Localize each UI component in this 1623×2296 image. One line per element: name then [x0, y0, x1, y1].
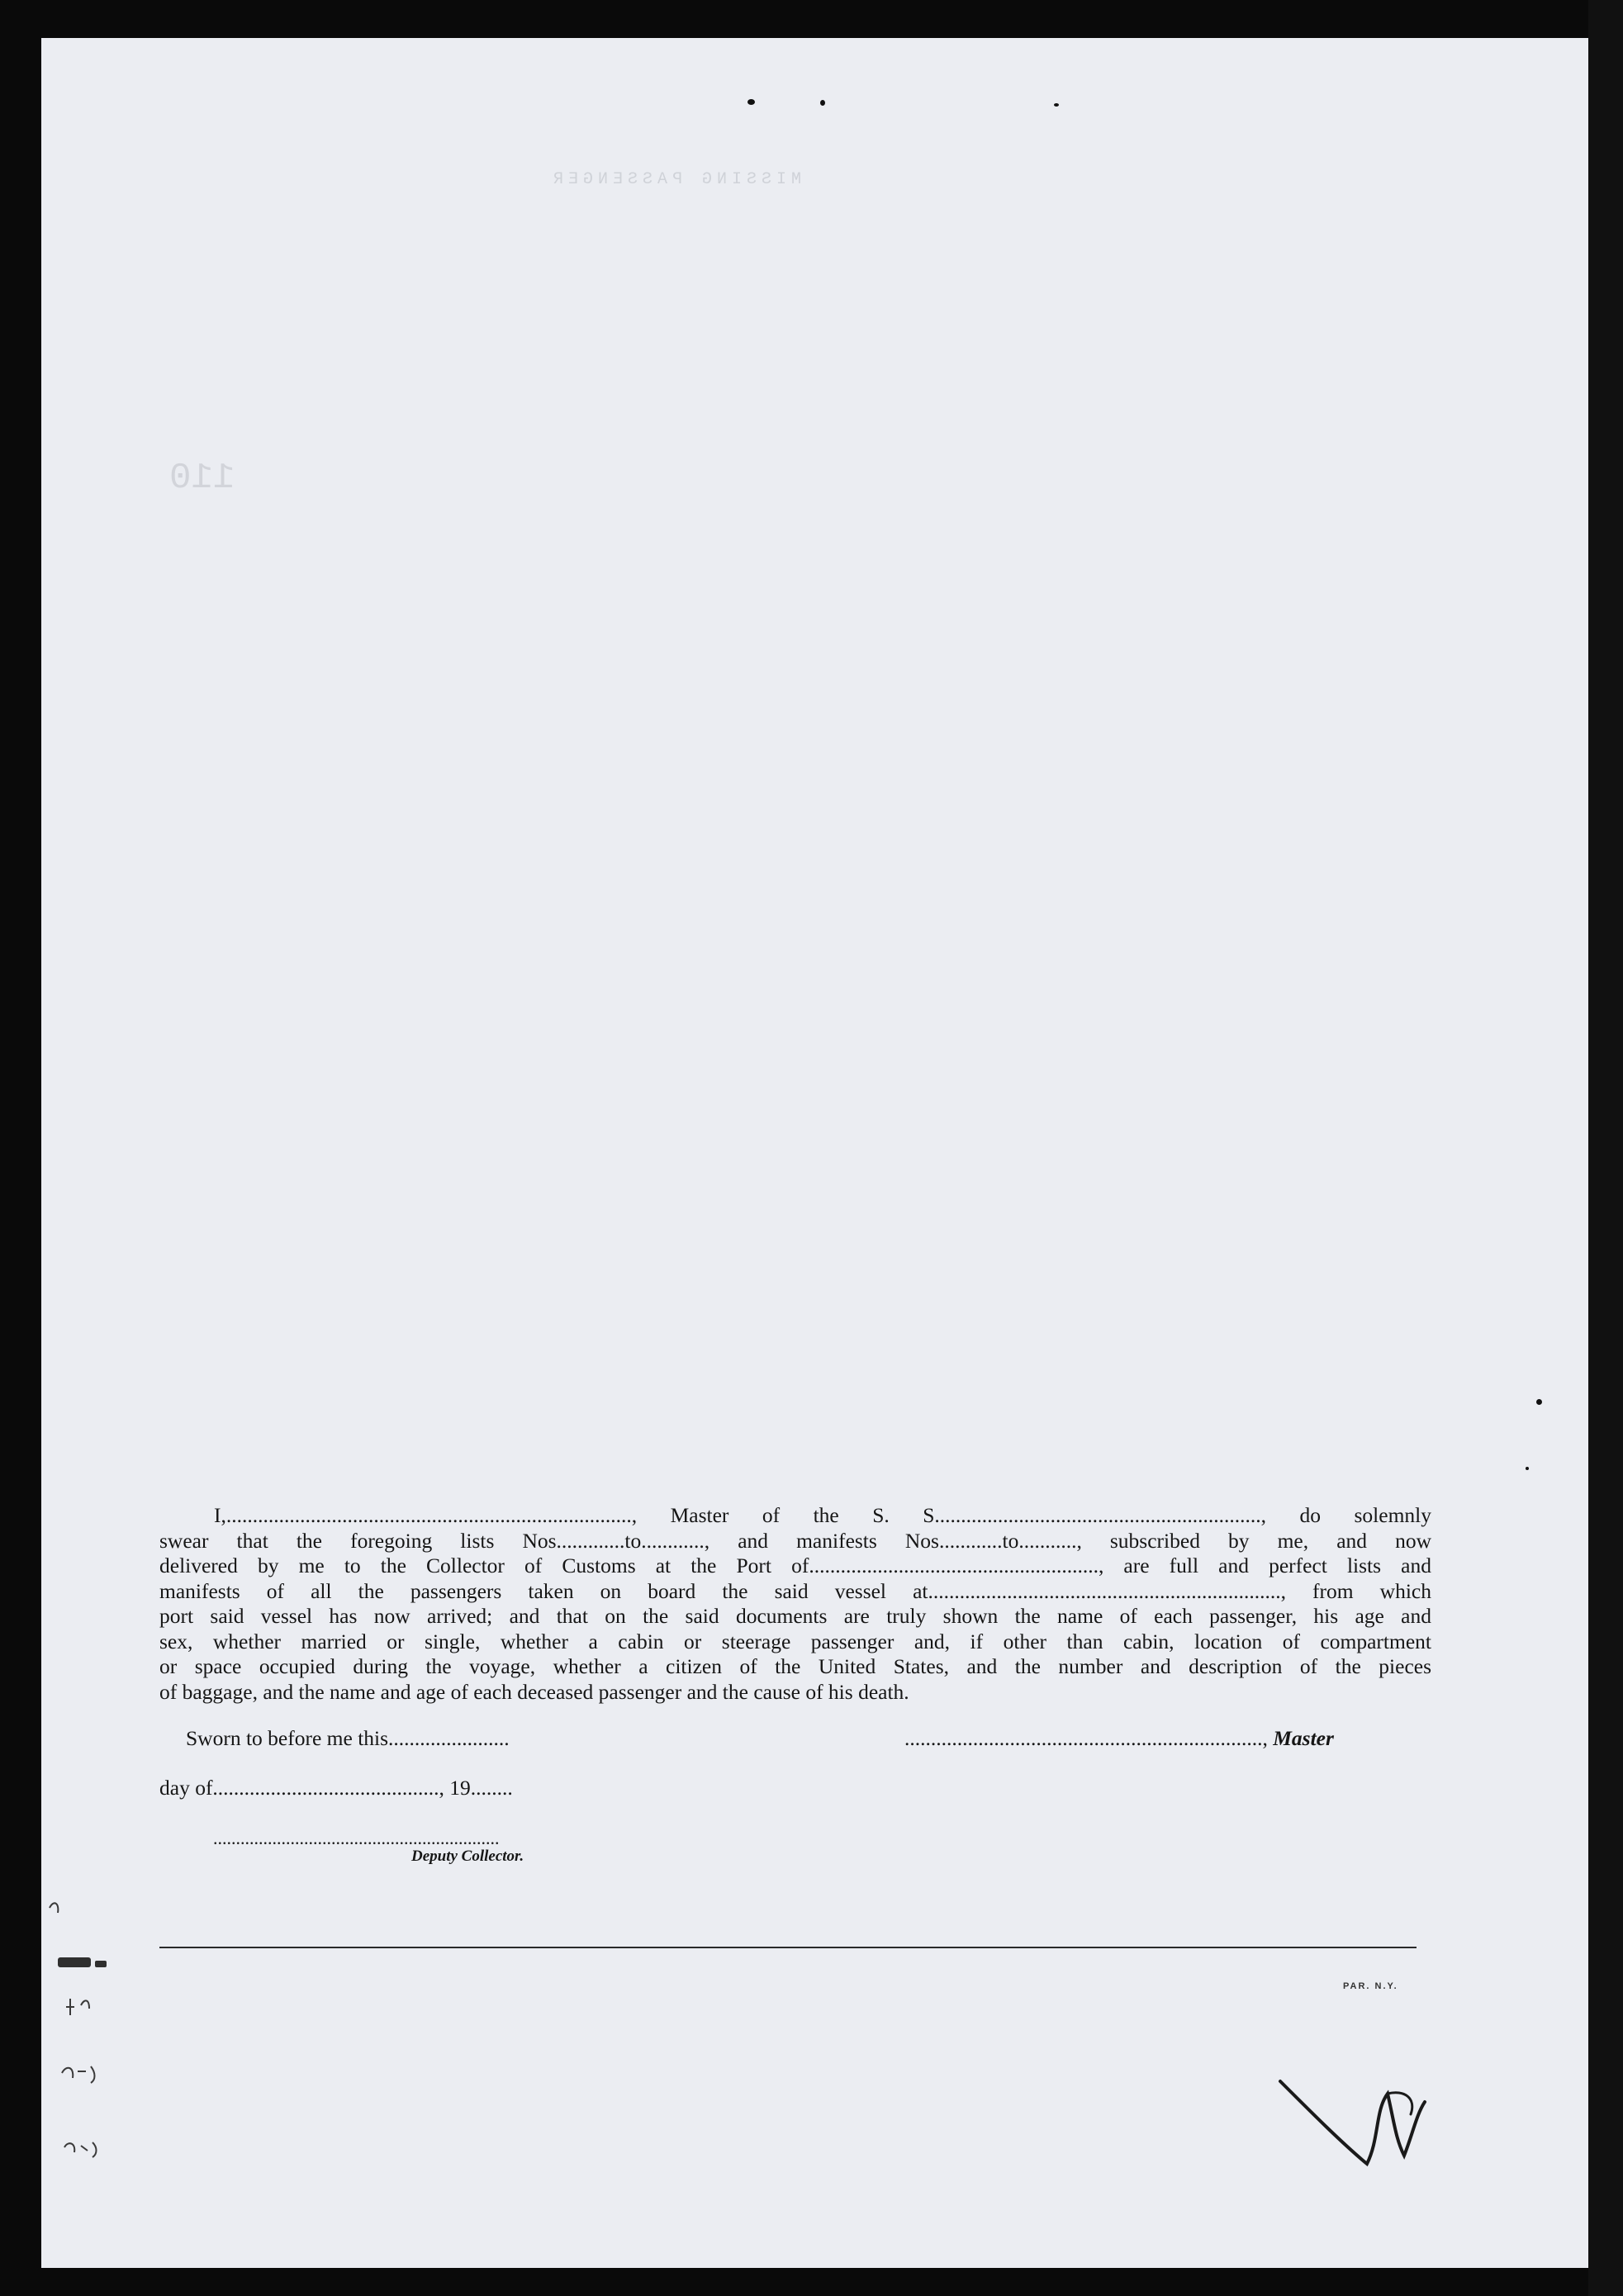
- scan-speck: [820, 100, 825, 106]
- oath-line: port said vessel has now arrived; and that on the said documents are truly shown the name of each passenger, his age and: [159, 1604, 1431, 1628]
- oath-line: delivered by me to the Collector of Customs at the Port of......................................................., are full and perfect lists and: [159, 1554, 1431, 1577]
- printer-mark: PAR. N.Y.: [1343, 1981, 1398, 1991]
- scan-speck: [747, 99, 755, 105]
- horizontal-rule: [159, 1947, 1417, 1948]
- oath-line: swear that the foregoing lists Nos.............to............, and manifests Nos............to..........., subscribed by me, and now: [159, 1528, 1431, 1553]
- day-of-line: day of..........................................., 19........: [159, 1776, 513, 1800]
- scan-speck: [1526, 1467, 1529, 1470]
- sworn-before-line: Sworn to before me this.......................: [186, 1726, 510, 1750]
- master-signature-dots: ....................................................................,: [904, 1726, 1268, 1750]
- bleed-through-header: MISSING PASSENGER: [548, 170, 801, 189]
- oath-line: I,............................................................................., Master of the S. S.............................................................., do solemnly: [214, 1503, 1431, 1527]
- manifest-page: [41, 38, 1588, 2268]
- master-label: Master: [1273, 1726, 1334, 1750]
- deputy-signature-dots: ...............................................................: [213, 1828, 500, 1848]
- bleed-through-sheet-number: 110: [169, 458, 235, 499]
- master-signature-line: [904, 1726, 1334, 1751]
- oath-line: of baggage, and the name and age of each deceased passenger and the cause of his death.: [159, 1679, 909, 1704]
- scan-speck: [1054, 103, 1059, 107]
- bleed-through-stamps: [41, 1875, 140, 2222]
- master-oath-paragraph: [159, 1503, 1431, 1705]
- deputy-collector-label: Deputy Collector.: [411, 1848, 524, 1865]
- scan-speck: [1536, 1399, 1542, 1405]
- oath-line: manifests of all the passengers taken on board the said vessel at..................................................................., from which: [159, 1578, 1431, 1603]
- handwritten-mark: [1264, 2065, 1445, 2180]
- oath-line: sex, whether married or single, whether a cabin or steerage passenger and, if other than cabin, location of compartment: [159, 1629, 1431, 1653]
- oath-line: or space occupied during the voyage, whether a citizen of the United States, and the number and description of the pieces: [159, 1654, 1431, 1678]
- scan-edge-strip: [1588, 0, 1623, 2296]
